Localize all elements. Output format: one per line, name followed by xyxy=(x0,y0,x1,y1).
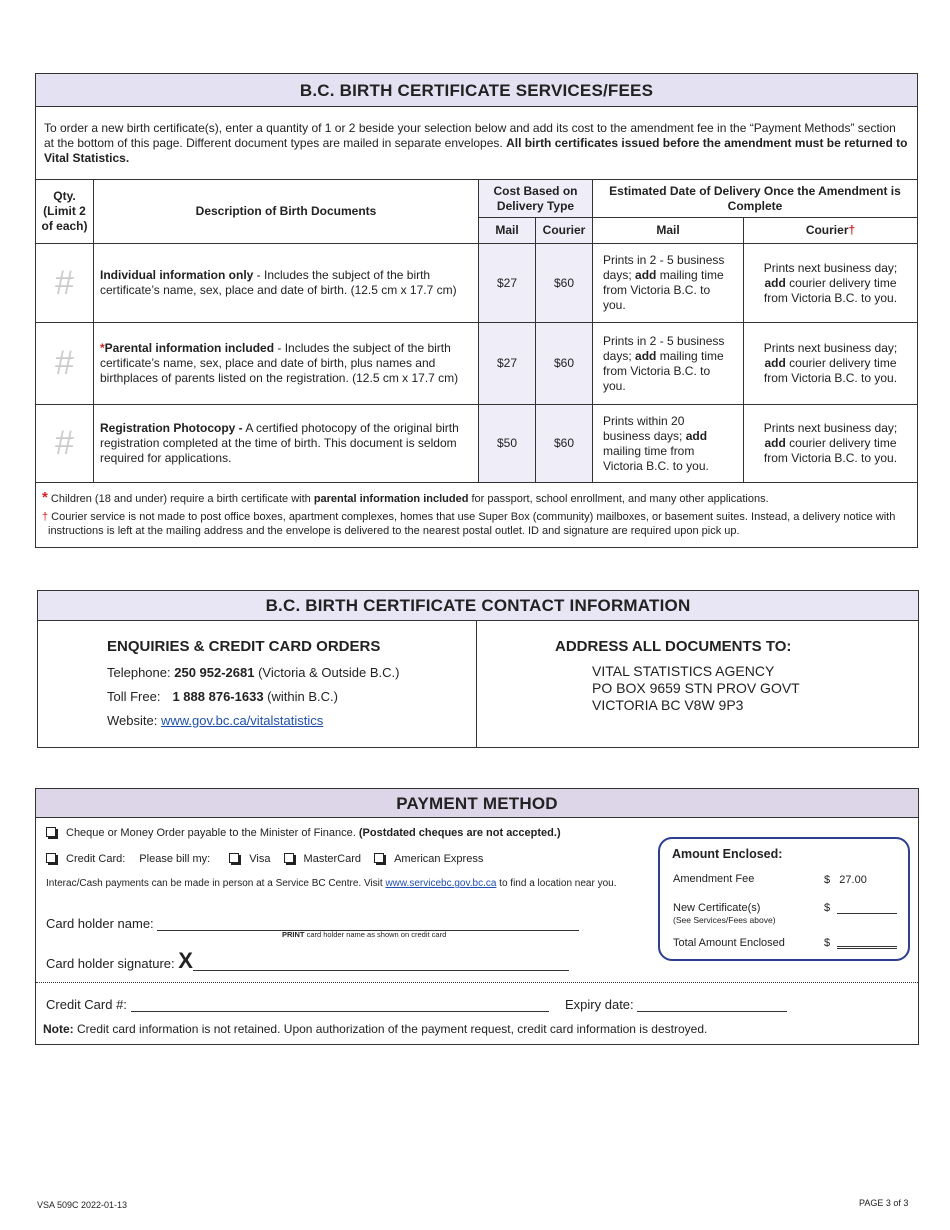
amex-checkbox[interactable] xyxy=(374,853,384,863)
row-description: *Parental information included - Includes the subject of the birth certificate’s name, sex, place and date of birth, plus names and birthplaces of parents listed on the registration. (12.5 cm x 17.7 cm) xyxy=(94,323,479,405)
table-row xyxy=(36,405,918,483)
credit-card-option: Credit Card: Please bill my: Visa MasterCard American Express xyxy=(46,853,483,865)
qty-input[interactable]: # xyxy=(36,323,94,405)
checkbox[interactable] xyxy=(46,827,56,837)
address-line: VITAL STATISTICS AGENCY xyxy=(592,663,775,679)
address-line: PO BOX 9659 STN PROV GOVT xyxy=(592,680,800,696)
row-title: Individual information only xyxy=(100,268,254,282)
divider xyxy=(476,621,477,747)
new-cert-field[interactable] xyxy=(837,913,897,914)
fee-value: $ 27.00 xyxy=(824,874,867,886)
fee-label: Amendment Fee xyxy=(673,873,755,885)
payment-title: PAYMENT METHOD xyxy=(36,789,918,818)
qty-input[interactable]: # xyxy=(36,244,94,323)
delivery-header: Estimated Date of Delivery Once the Amendment is Complete xyxy=(593,180,918,218)
toll-free: Toll Free: 1 888 876-1633 (within B.C.) xyxy=(107,689,338,704)
mail-delivery: Prints within 20 business days; add mailing time from Victoria B.C. to you. xyxy=(593,405,744,483)
courier-cost-header: Courier xyxy=(536,218,593,244)
credit-card-checkbox[interactable] xyxy=(46,853,56,863)
mastercard-checkbox[interactable] xyxy=(284,853,294,863)
new-cert-value: $ xyxy=(824,902,897,914)
enquiries-block xyxy=(107,637,399,733)
mail-delivery: Prints in 2 - 5 business days; add mailing time from Victoria B.C. to you. xyxy=(593,323,744,405)
qty-header: Qty. (Limit 2 of each) xyxy=(36,180,94,244)
website: Website: www.gov.bc.ca/vitalstatistics xyxy=(107,713,324,728)
total-field[interactable] xyxy=(837,946,897,949)
total-value: $ xyxy=(824,937,897,949)
table-row xyxy=(36,244,918,323)
credit-card-number: Credit Card #: xyxy=(46,997,549,1012)
contact-title: B.C. BIRTH CERTIFICATE CONTACT INFORMATION xyxy=(38,591,918,621)
fees-table xyxy=(35,179,918,483)
contact-section xyxy=(37,590,919,748)
courier-cost: $60 xyxy=(536,323,593,405)
cheque-option[interactable]: Cheque or Money Order payable to the Minister of Finance. (Postdated cheques are not accepted.) xyxy=(46,827,561,839)
telephone: Telephone: 250 952-2681 (Victoria & Outside B.C.) xyxy=(107,665,400,680)
row-text: - Includes the subject of the birth certificate’s name, sex, place and date of birth. (12.5 cm x 17.7 cm) xyxy=(100,268,457,297)
mail-delivery-header: Mail xyxy=(593,218,744,244)
dagger-mark: † xyxy=(848,223,856,237)
expiry-field[interactable] xyxy=(637,1011,787,1012)
table-row xyxy=(36,323,918,405)
amount-title: Amount Enclosed: xyxy=(672,847,783,861)
courier-label: Courier xyxy=(805,223,849,237)
courier-cost: $60 xyxy=(536,244,593,323)
fees-section xyxy=(35,73,918,548)
signature-field[interactable] xyxy=(193,970,569,971)
intro-bold: All birth certificates issued before the amendment must be returned to Vital Statistics. xyxy=(44,136,908,165)
new-cert-sub: (See Services/Fees above) xyxy=(673,915,776,925)
interac-note: Interac/Cash payments can be made in person at a Service BC Centre. Visit www.servicebc.gov.bc.ca to find a location near you. xyxy=(46,878,617,889)
note-courier: † Courier service is not made to post office boxes, apartment complexes, homes that use Super Box (community) mailboxes, or basement suites. Instead, a delivery notice with instructions is left at the mailing address and the envelope is delivered to the nearest postal outlet. ID and signature are required upon pick up. xyxy=(42,511,896,537)
form-number: VSA 509C 2022-01-13 xyxy=(37,1200,128,1210)
amount-enclosed-box xyxy=(658,837,910,961)
courier-delivery-header xyxy=(744,218,918,244)
visa-checkbox[interactable] xyxy=(229,853,239,863)
mail-cost: $50 xyxy=(479,405,536,483)
address-line: VICTORIA BC V8W 9P3 xyxy=(592,697,744,713)
row-description xyxy=(94,244,479,323)
intro-text: To order a new birth certificate(s), enter a quantity of 1 or 2 beside your selection below and add its cost to the amendment fee in the “Payment Methods” section at the bottom of this page. Different document types are mailed in separate envelopes. xyxy=(44,121,896,150)
courier-delivery: Prints next business day; add courier delivery time from Victoria B.C. to you. xyxy=(744,323,918,405)
new-cert-label: New Certificate(s) xyxy=(673,902,761,914)
print-hint: PRINT card holder name as shown on credit card xyxy=(282,930,447,939)
mail-delivery: Prints in 2 - 5 business days; add mailing time from Victoria B.C. to you. xyxy=(593,244,744,323)
page-number: PAGE 3 of 3 xyxy=(859,1198,909,1208)
fees-notes xyxy=(36,483,917,546)
fees-title: B.C. BIRTH CERTIFICATE SERVICES/FEES xyxy=(36,74,917,107)
dotted-divider xyxy=(36,982,918,983)
card-holder-signature: Card holder signature: X xyxy=(46,952,569,971)
courier-delivery: Prints next business day; add courier delivery time from Victoria B.C. to you. xyxy=(744,405,918,483)
mail-cost: $27 xyxy=(479,244,536,323)
card-holder-name: Card holder name: xyxy=(46,916,579,931)
credit-card-field[interactable] xyxy=(131,1011,549,1012)
courier-delivery: Prints next business day; add courier delivery time from Victoria B.C. to you. xyxy=(744,244,918,323)
total-label: Total Amount Enclosed xyxy=(673,937,785,949)
qty-input[interactable]: # xyxy=(36,405,94,483)
address-title: ADDRESS ALL DOCUMENTS TO: xyxy=(555,638,792,655)
mail-cost-header: Mail xyxy=(479,218,536,244)
courier-cost: $60 xyxy=(536,405,593,483)
note-children: * Children (18 and under) require a birth certificate with parental information included for passport, school enrollment, and many other applications. xyxy=(42,489,769,506)
desc-header: Description of Birth Documents xyxy=(94,180,479,244)
mail-cost: $27 xyxy=(479,323,536,405)
signature-x-icon: X xyxy=(178,948,193,973)
row-description: Registration Photocopy - A certified photocopy of the original birth registration completed at the time of birth. This document is seldom required for applications. xyxy=(94,405,479,483)
payment-section xyxy=(35,788,919,1045)
website-link[interactable]: www.gov.bc.ca/vitalstatistics xyxy=(160,713,324,728)
servicebc-link[interactable]: www.servicebc.gov.bc.ca xyxy=(385,878,497,889)
fees-intro xyxy=(36,107,917,179)
enquiries-title: ENQUIRIES & CREDIT CARD ORDERS xyxy=(107,638,381,655)
payment-note: Note: Credit card information is not retained. Upon authorization of the payment request, credit card information is destroyed. xyxy=(43,1022,708,1036)
cost-header: Cost Based on Delivery Type xyxy=(479,180,593,218)
address-block xyxy=(555,637,800,714)
expiry-date: Expiry date: xyxy=(565,997,787,1012)
